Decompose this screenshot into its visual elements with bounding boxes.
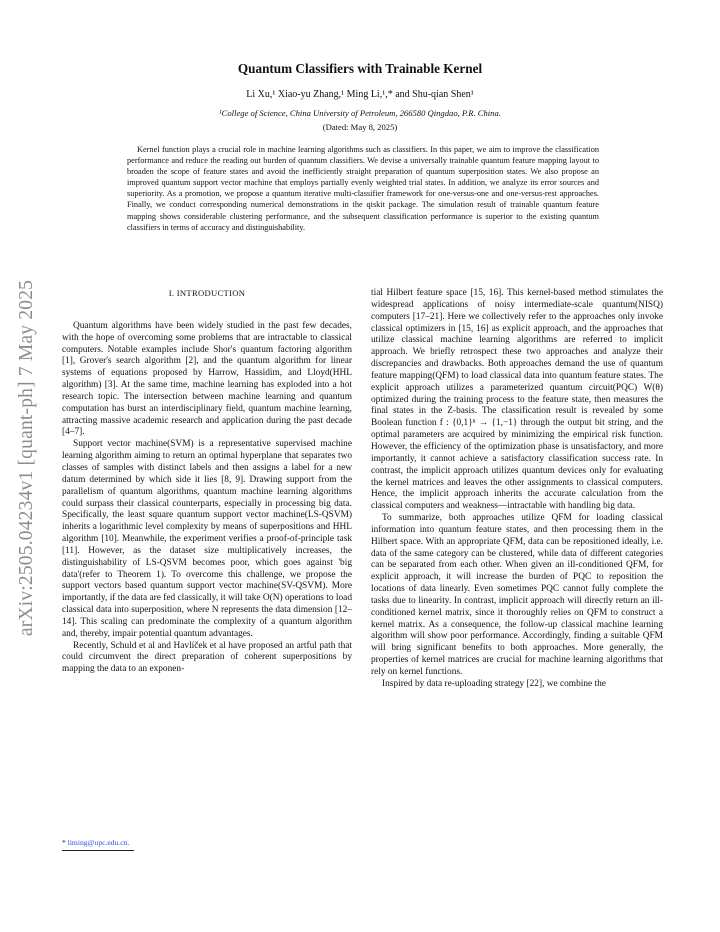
arxiv-identifier-stamp: [14, 238, 40, 678]
paragraph: To summarize, both approaches utilize QFM for loading classical information into quantum feature states, and then processing them in the Hilbert space. With an appropriate QFM, data can be repositioned ideally, i.e. data of the same category can be clustered, while data of different categories can be separated from each other. When given an ill-conditioned QFM, for explicit approach, it will increase the burden of PQC to reposition the locations of data linearly. Even sometimes PQC cannot fully complete the tasks due to linearity. In contrast, implicit approach will directly return an ill-conditioned kernel matrix, since it thoroughly relies on QFM to construct a kernel matrix. As a consequence, the follow-up classical machine learning algorithm will show poor performance. Accordingly, finding a suitable QFM will bring significant benefits to both approaches. More generally, the properties of kernel matrices are crucial for machine learning algorithms that rely on kernel functions.: [371, 513, 663, 677]
date-line: (Dated: May 8, 2025): [322, 122, 398, 132]
paragraph: Quantum algorithms have been widely studied in the past few decades, with the hope of overcoming some problems that are intractable to classical computers. Notable examples include Shor's quantum factoring algorithm [1], Grover's search algorithm [2], and the quantum algorithm for linear systems of equations proposed by Harrow, Hassidim, and Lloyd(HHL algorithm) [3]. At the same time, machine learning has exploded into a hot research topic. The intersection between machine learning and quantum computation has burst an interdisciplinary field, quantum machine learning, attracting massive academic research and application during the past decade [4–7].: [62, 320, 352, 438]
email-link[interactable]: liming@upc.edu.cn.: [67, 838, 130, 847]
footnote-rule: [62, 850, 134, 851]
paper-title: Quantum Classifiers with Trainable Kernel: [237, 61, 483, 76]
author-list: Li Xu,¹ Xiao-yu Zhang,¹ Ming Li,¹,* and Shu-qian Shen¹: [246, 89, 474, 100]
arxiv-id-text: arXiv:2505.04234v1 [quant-ph] 7 May 2025: [16, 279, 37, 637]
abstract: Kernel function plays a crucial role in machine learning algorithms such as classifiers. In this paper, we aim to improve the classification performance and reduce the reading out burden of quantum classifiers. We devise a universally trainable quantum feature mapping layout to broaden the scope of feature states and avoid the inefficiently straight preparation of quantum superposition states. We also propose an improved quantum support vector machine that employs partially evenly weighted trial states. In addition, we analyze its error sources and superiority. As a promotion, we propose a quantum iterative multi-classifier framework for one-versus-one and one-versus-rest approaches. Finally, we conduct corresponding numerical demonstrations in the qiskit package. The simulation result of trainable quantum feature mapping shows considerable clustering performance, and the subsequent classification performance is superior to the existing quantum classifiers in terms of accuracy and distinguishability.: [127, 145, 599, 232]
section-heading-introduction: I. INTRODUCTION: [168, 288, 246, 298]
footnote: [62, 838, 129, 847]
paragraph: tial Hilbert feature space [15, 16]. This kernel-based method stimulates the widespread applications of noisy intermediate-scale quantum(NISQ) computers [17–21]. Here we collectively refer to the approaches only invoke classical optimizers in [15, 16] as explicit approach, and the approaches that utilize classical machine learning algorithms are referred to implicit approach. We briefly retrospect these two approaches and analyze their discrepancies and drawbacks. Both approaches demand the use of quantum feature mapping(QFM) to load classical data into quantum feature states. The explicit approach utilizes a parameterized quantum circuit(PQC) W(θ) optimized during the training process to the feature state, then measures the final states in the Z-basis. The classification result is revealed by some Boolean function f : {0,1}ⁿ → {1,−1} through the output bit string, and the optimal parameters are acquired by minimizing the empirical risk function. However, the efficiency of the optimization phase is unsatisfactory, and more importantly, it cannot achieve a satisfactory classification success rate. In contrast, the implicit approach utilizes quantum devices only for evaluating the kernel matrices and leaves the other assignments to classical computers. Hence, the implicit approach inherits the accurate calculation from the classical computers and weakness—intractable with handling big data.: [371, 288, 663, 512]
affiliation: ¹College of Science, China University of Petroleum, 266580 Qingdao, P.R. China.: [219, 108, 501, 118]
footnote-marker: *: [62, 838, 66, 847]
right-column: [371, 288, 663, 691]
left-column: [62, 288, 352, 676]
paragraph: Recently, Schuld et al and Havlíček et al have proposed an artful path that could circumvent the direct preparation of coherent superpositions by mapping the data to an exponen-: [62, 640, 352, 675]
paragraph: Inspired by data re-uploading strategy [22], we combine the: [382, 678, 606, 689]
paragraph: Support vector machine(SVM) is a representative supervised machine learning algorithm aiming to return an optimal hyperplane that separates two classes of samples with distinct labels and then assigns a label for a new datum determined by which side it lies [8, 9]. Drawing support from the parallelism of quantum algorithms, quantum machine learning algorithms could surpass their classical counterparts, especially in processing big data. Specifically, the least square quantum support vector machine(LS-QSVM) inherits a logarithmic level complexity by means of superpositions and HHL algorithm [10]. Meanwhile, the experiment verifies a proof-of-principle task [11]. However, as the dataset size multiplicatively increases, the distinguishability of LS-QSVM becomes poor, which goes against 'big data'(refer to Theorem 1). To overcome this challenge, we propose the support vectors based quantum support vector machine(SV-QSVM). More importantly, if the data are fed classically, it will take O(N) operations to load classical data into superposition, where N represents the data dimension [12–14]. This scaling can predominate the complexity of a quantum algorithm and, thereby, impair potential quantum advantages.: [62, 439, 352, 639]
